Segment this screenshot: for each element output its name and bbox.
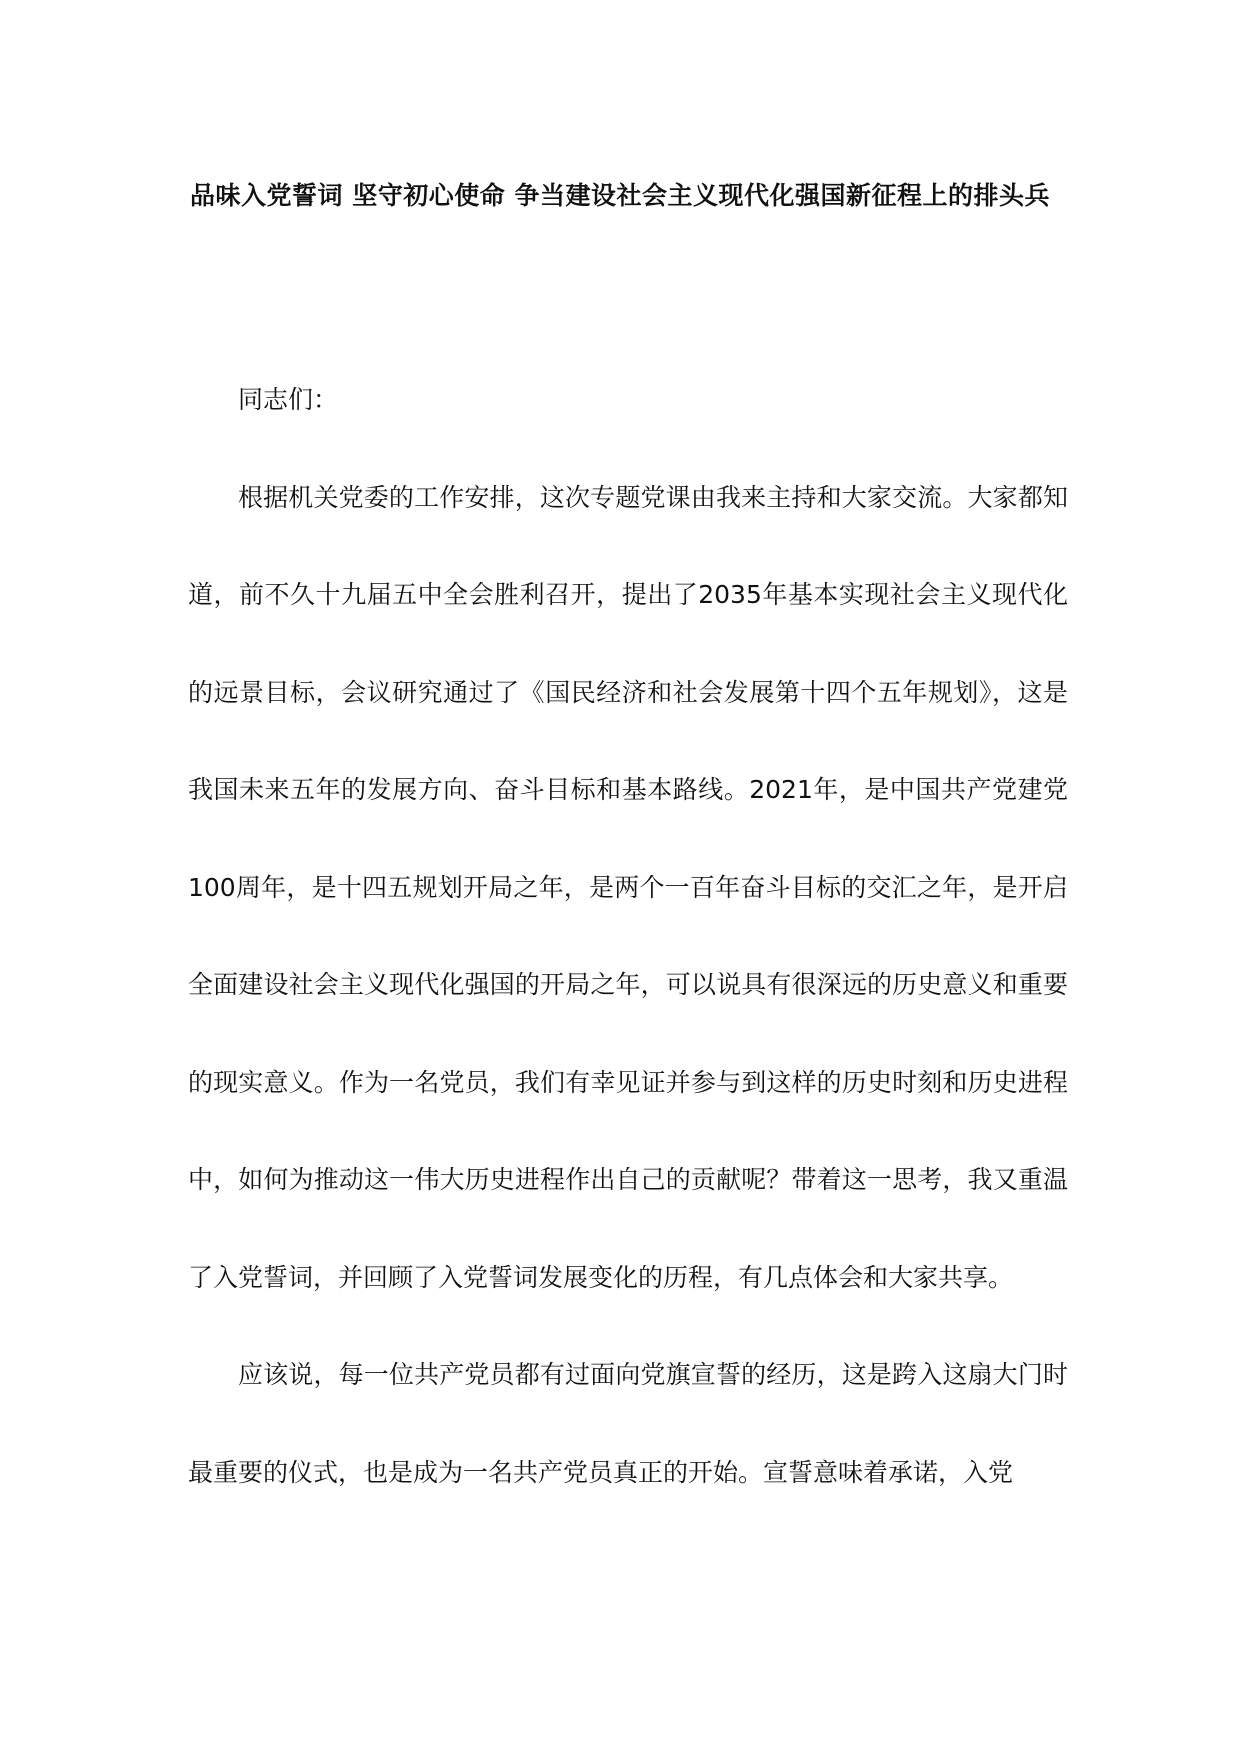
document-title: 品味入党誓词 坚守初心使命 争当建设社会主义现代化强国新征程上的排头兵 <box>190 181 1050 210</box>
paragraph-2: 应该说，每一位共产党员都有过面向党旗宣誓的经历，这是跨入这扇大门时最重要的仪式，也是成为一名共产党员真正的开始。宣誓意味着承诺，入党 <box>188 1360 1068 1487</box>
salutation: 同志们： <box>238 385 339 414</box>
document-body <box>188 351 1068 1521</box>
paragraph-1: 根据机关党委的工作安排，这次专题党课由我来主持和大家交流。大家都知道，前不久十九届五中全会胜利召开，提出了2035年基本实现社会主义现代化的远景目标，会议研究通过了《国民经济和社会发展第十四个五年规划》，这是我国未来五年的发展方向、奋斗目标和基本路线。2021年，是中国共产党建党100周年，是十四五规划开局之年，是两个一百年奋斗目标的交汇之年，是开启全面建设社会主义现代化强国的开局之年，可以说具有很深远的历史意义和重要的现实意义。作为一名党员，我们有幸见证并参与到这样的历史时刻和历史进程中，如何为推动这一伟大历史进程作出自己的贡献呢？带着这一思考，我又重温了入党誓词，并回顾了入党誓词发展变化的历程，有几点体会和大家共享。 <box>188 482 1068 1292</box>
